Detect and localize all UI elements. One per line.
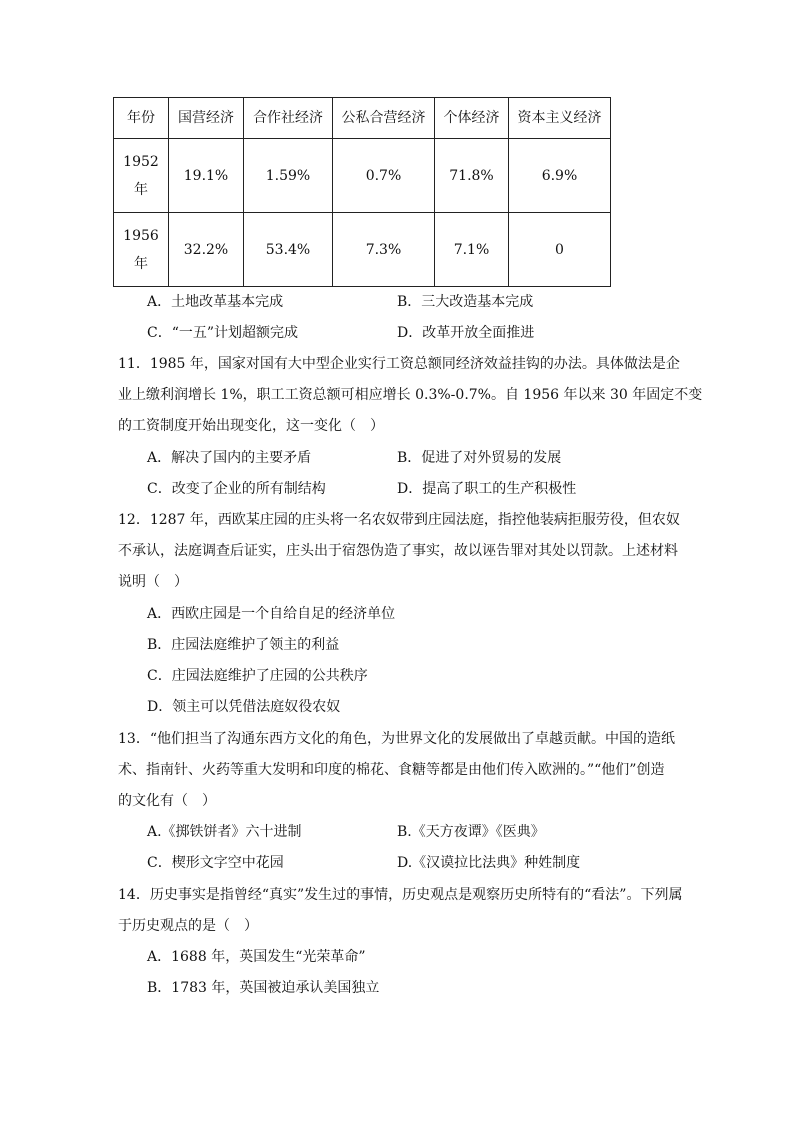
q13-stem-line: 的文化有（ ） [118,793,216,809]
q14-option-a: A．1688 年，英国发生“光荣革命” [147,949,366,965]
table-row [114,139,611,213]
table-header-row [114,98,611,139]
q11-option-d: D．提高了职工的生产积极性 [397,481,577,497]
q13-option-b: B.《天方夜谭》《医典》 [397,824,545,840]
table-header-cell: 资本主义经济 [509,98,611,139]
table-cell: 19.1% [169,139,244,213]
q14-stem-line: 于历史观点的是（ ） [118,918,258,934]
year-number: 1956 [123,227,159,244]
q12-option-d: D．领主可以凭借法庭奴役农奴 [147,699,341,715]
q13-option-d: D.《汉谟拉比法典》种姓制度 [397,855,581,871]
q12-option-c: C．庄园法庭维护了庄园的公共秩序 [147,668,368,684]
table-header-cell: 合作社经济 [244,98,333,139]
table-cell: 6.9% [509,139,611,213]
q12-option-b: B．庄园法庭维护了领主的利益 [147,637,340,653]
q14-stem-line: 14．历史事实是指曾经“真实”发生过的事情，历史观点是观察历史所特有的“看法”。下列属 [118,887,683,903]
q11-stem-line: 业上缴利润增长 1%，职工工资总额可相应增长 0.3%-0.7%。自 1956 年以来 30 年固定不变 [118,387,703,403]
q11-option-b: B．促进了对外贸易的发展 [397,450,562,466]
table-header-cell: 国营经济 [169,98,244,139]
table-cell: 71.8% [435,139,509,213]
year-number: 1952 [123,153,159,170]
table-cell: 7.1% [435,213,509,287]
table-header-cell: 个体经济 [435,98,509,139]
q13-stem-line: 13．“他们担当了沟通东西方文化的角色，为世界文化的发展做出了卓越贡献。中国的造纸 [118,731,675,747]
q10-option-a: A．土地改革基本完成 [147,294,284,310]
q13-stem-line: 术、指南针、火药等重大发明和印度的棉花、食糖等都是由他们传入欧洲的。”“他们”创造 [118,762,665,778]
q11-option-a: A．解决了国内的主要矛盾 [147,450,312,466]
table-cell: 0 [509,213,611,287]
q10-option-b: B．三大改造基本完成 [397,294,534,310]
table-header-cell: 公私合营经济 [333,98,435,139]
q13-option-c: C．楔形文字空中花园 [147,855,284,871]
table-header-cell: 年份 [114,98,169,139]
year-cell [114,139,169,213]
q12-stem-line: 不承认，法庭调查后证实，庄头出于宿怨伪造了事实，故以诬告罪对其处以罚款。上述材料 [118,543,678,559]
q14-option-b: B．1783 年，英国被迫承认美国独立 [147,980,380,996]
table-cell: 1.59% [244,139,333,213]
q12-stem-line: 说明（ ） [118,574,188,590]
economy-share-table [113,97,611,287]
q12-option-a: A．西欧庄园是一个自给自足的经济单位 [147,606,396,622]
q11-option-c: C．改变了企业的所有制结构 [147,481,326,497]
q10-option-d: D．改革开放全面推进 [397,325,535,341]
year-suffix: 年 [134,255,148,272]
year-cell [114,213,169,287]
table-cell: 53.4% [244,213,333,287]
q10-option-c: C．“一五”计划超额完成 [147,325,299,341]
year-suffix: 年 [134,181,148,198]
q13-option-a: A.《掷铁饼者》六十进制 [147,824,302,840]
table-cell: 7.3% [333,213,435,287]
q12-stem-line: 12．1287 年，西欧某庄园的庄头将一名农奴带到庄园法庭，指控他装病拒服劳役，但农奴 [118,512,680,528]
table-cell: 0.7% [333,139,435,213]
table-row [114,213,611,287]
q11-stem-line: 的工资制度开始出现变化，这一变化（ ） [118,418,384,434]
table-cell: 32.2% [169,213,244,287]
q11-stem-line: 11．1985 年，国家对国有大中型企业实行工资总额同经济效益挂钩的办法。具体做法是企 [118,356,680,372]
